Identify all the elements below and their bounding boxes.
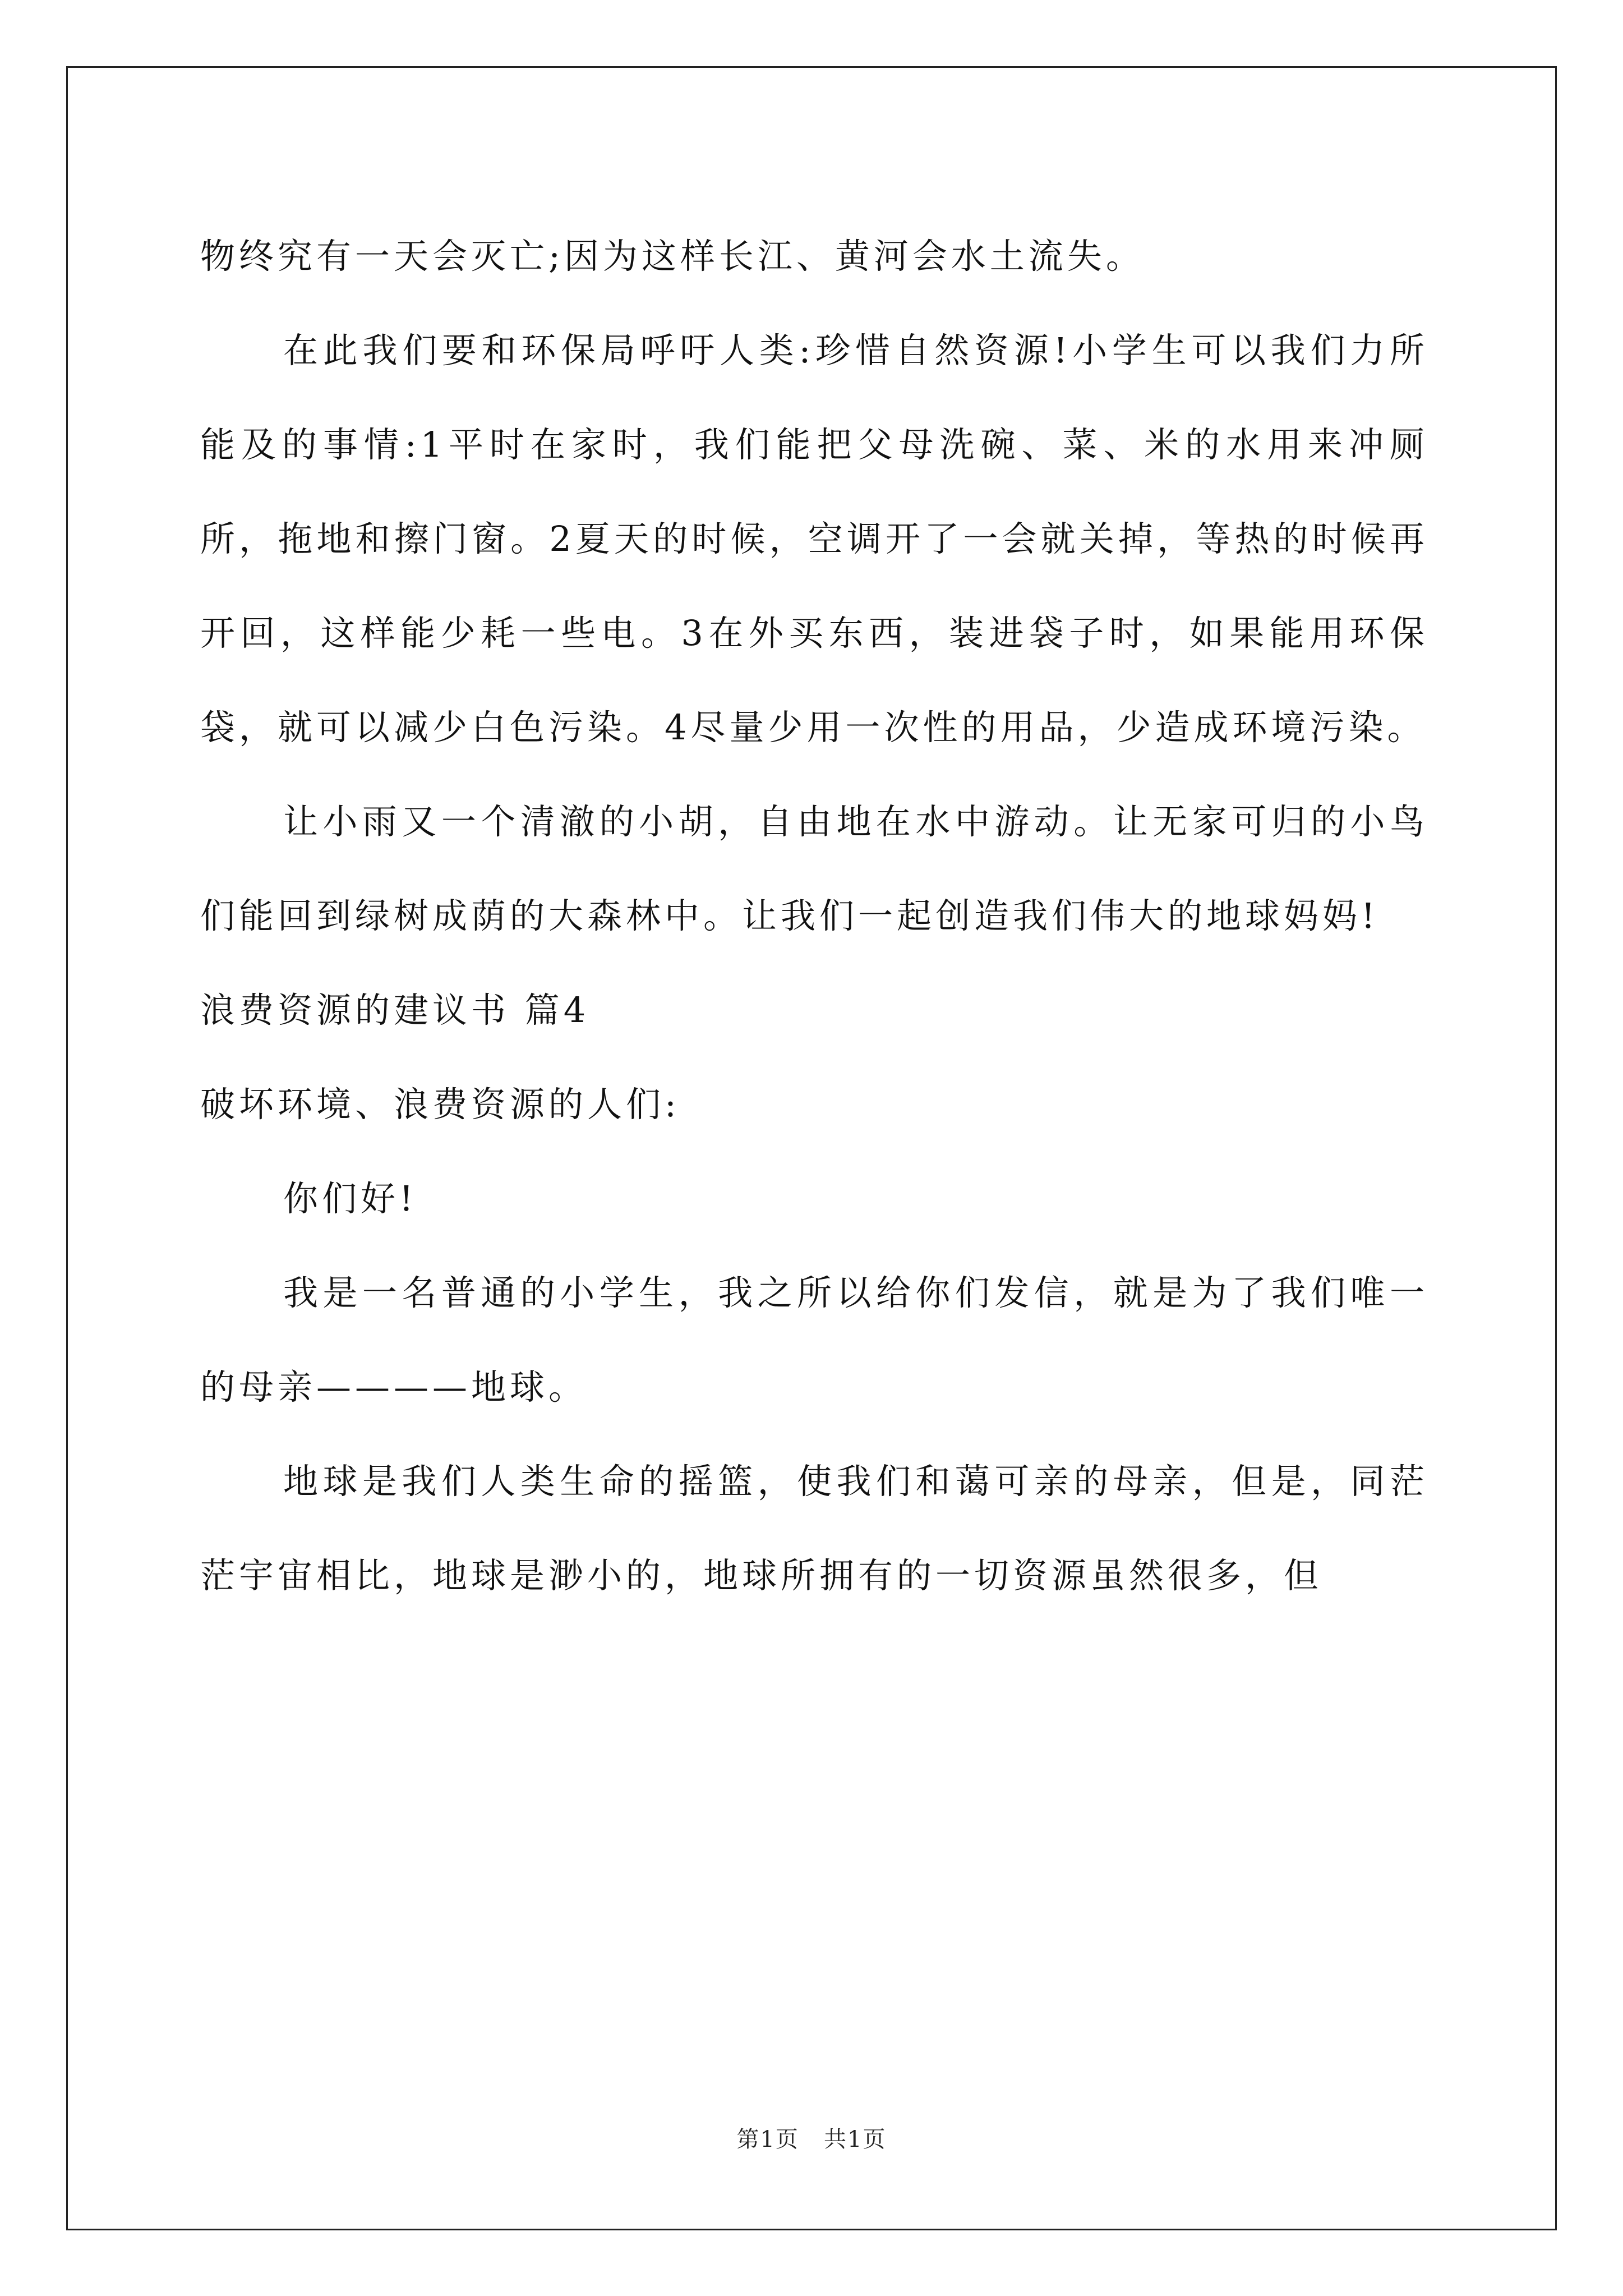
paragraph-hope: 让小雨又一个清澈的小胡，自由地在水中游动。让无家可归的小鸟们能回到绿树成荫的大森林中。让我们一起创造我们伟大的地球妈妈! xyxy=(200,801,1428,936)
paragraph-intro: 我是一名普通的小学生，我之所以给你们发信，就是为了我们唯一的母亲————地球。 xyxy=(200,1272,1428,1407)
letter-greeting: 你们好! xyxy=(283,1178,417,1219)
section-heading: 浪费资源的建议书 篇4 xyxy=(200,990,590,1030)
paragraph-earth: 地球是我们人类生命的摇篮，使我们和蔼可亲的母亲，但是，同茫茫宇宙相比，地球是渺小的，地球所拥有的一切资源虽然很多，但 xyxy=(200,1461,1428,1596)
letter-salutation: 破坏环境、浪费资源的人们: xyxy=(200,1084,680,1125)
page-number-footer: 第1页 共1页 xyxy=(736,2127,887,2152)
continuation-line: 物终究有一天会灭亡;因为这样长江、黄河会水土流失。 xyxy=(200,236,1145,277)
document-body xyxy=(200,209,1428,1623)
paragraph-appeal: 在此我们要和环保局呼吁人类:珍惜自然资源!小学生可以我们力所能及的事情:1平时在家时，我们能把父母洗碗、菜、米的水用来冲厕所，拖地和擦门窗。2夏天的时候，空调开了一会就关掉，等热的时候再开回，这样能少耗一些电。3在外买东西，装进袋子时，如果能用环保袋，就可以减少白色污染。4尽量少用一次性的用品，少造成环境污染。 xyxy=(200,330,1428,748)
